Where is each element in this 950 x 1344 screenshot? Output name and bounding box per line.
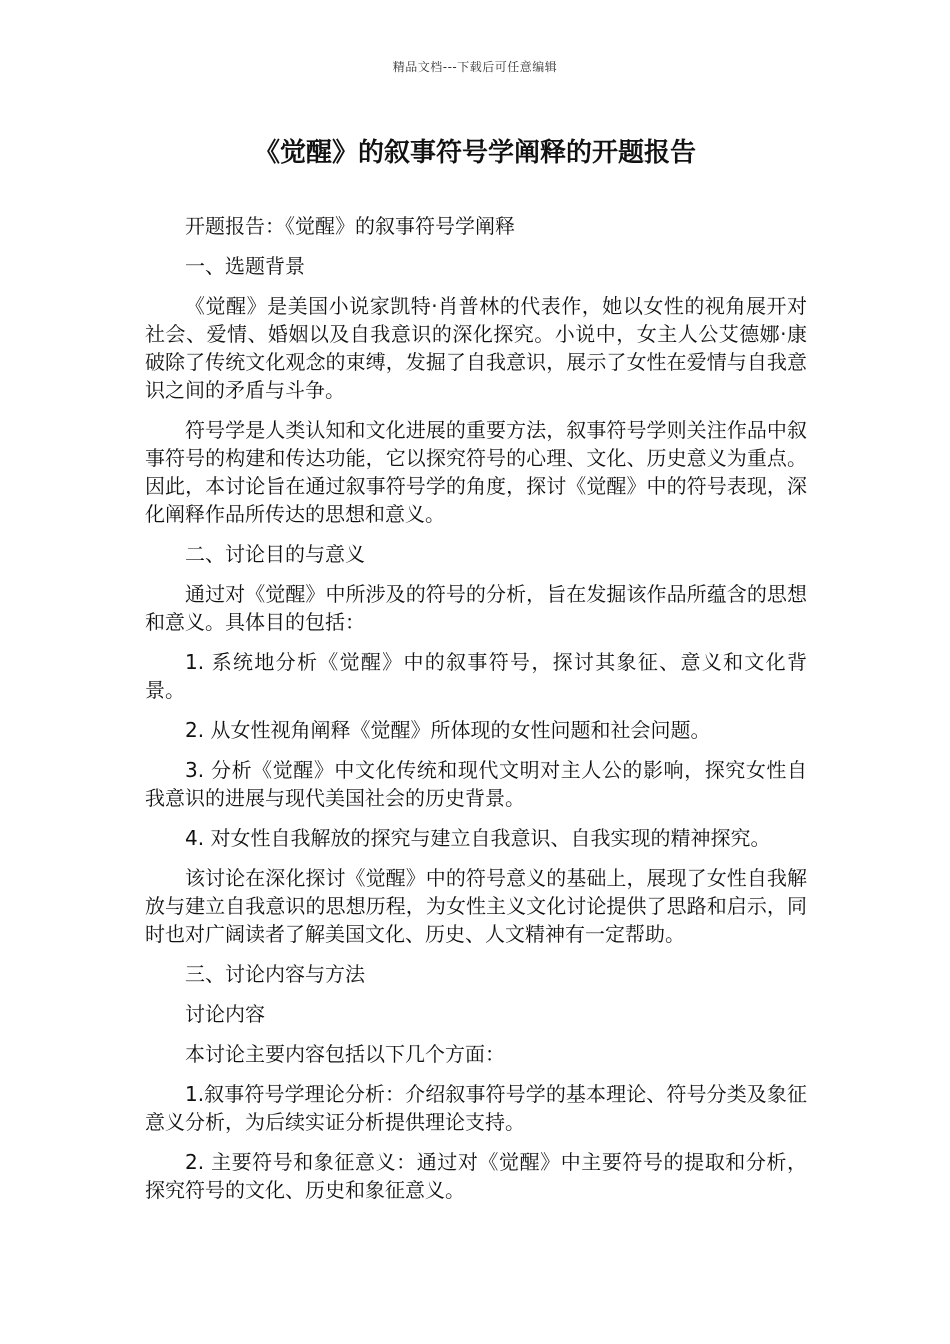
list-item: 1. 系统地分析《觉醒》中的叙事符号，探讨其象征、意义和文化背景。 xyxy=(145,650,807,702)
section-heading-background: 一、选题背景 xyxy=(185,254,305,278)
section-heading-purpose: 二、讨论目的与意义 xyxy=(185,542,365,566)
paragraph: 《觉醒》是美国小说家凯特·肖普林的代表作，她以女性的视角展开对社会、爱情、婚姻以及自我意识的深化探究。小说中，女主人公艾德娜·康破除了传统文化观念的束缚，发掘了自我意识，展示了女性在爱情与自我意识之间的矛盾与斗争。 xyxy=(145,294,807,402)
list-item: 2. 主要符号和象征意义：通过对《觉醒》中主要符号的提取和分析，探究符号的文化、历史和象征意义。 xyxy=(145,1150,807,1202)
subheading-content: 讨论内容 xyxy=(185,1002,265,1026)
paragraph: 本讨论主要内容包括以下几个方面： xyxy=(185,1042,505,1066)
paragraph: 该讨论在深化探讨《觉醒》中的符号意义的基础上，展现了女性自我解放与建立自我意识的思想历程，为女性主义文化讨论提供了思路和启示，同时也对广阔读者了解美国文化、历史、人文精神有一定帮助。 xyxy=(145,866,807,946)
document-title: 《觉醒》的叙事符号学阐释的开题报告 xyxy=(253,138,696,168)
list-item: 2. 从女性视角阐释《觉醒》所体现的女性问题和社会问题。 xyxy=(185,718,711,742)
document-body xyxy=(145,212,807,1216)
section-heading-content-method: 三、讨论内容与方法 xyxy=(185,962,365,986)
header-note: 精品文档---下载后可任意编辑 xyxy=(392,60,558,74)
list-item: 3. 分析《觉醒》中文化传统和现代文明对主人公的影响，探究女性自我意识的进展与现代美国社会的历史背景。 xyxy=(145,758,807,810)
paragraph: 符号学是人类认知和文化进展的重要方法，叙事符号学则关注作品中叙事符号的构建和传达功能，它以探究符号的心理、文化、历史意义为重点。因此，本讨论旨在通过叙事符号学的角度，探讨《觉醒》中的符号表现，深化阐释作品所传达的思想和意义。 xyxy=(145,418,807,526)
paragraph: 通过对《觉醒》中所涉及的符号的分析，旨在发掘该作品所蕴含的思想和意义。具体目的包括： xyxy=(145,582,807,634)
list-item: 1.叙事符号学理论分析：介绍叙事符号学的基本理论、符号分类及象征意义分析，为后续实证分析提供理论支持。 xyxy=(145,1082,807,1134)
report-heading: 开题报告：《觉醒》的叙事符号学阐释 xyxy=(185,214,515,238)
list-item: 4. 对女性自我解放的探究与建立自我意识、自我实现的精神探究。 xyxy=(185,826,771,850)
